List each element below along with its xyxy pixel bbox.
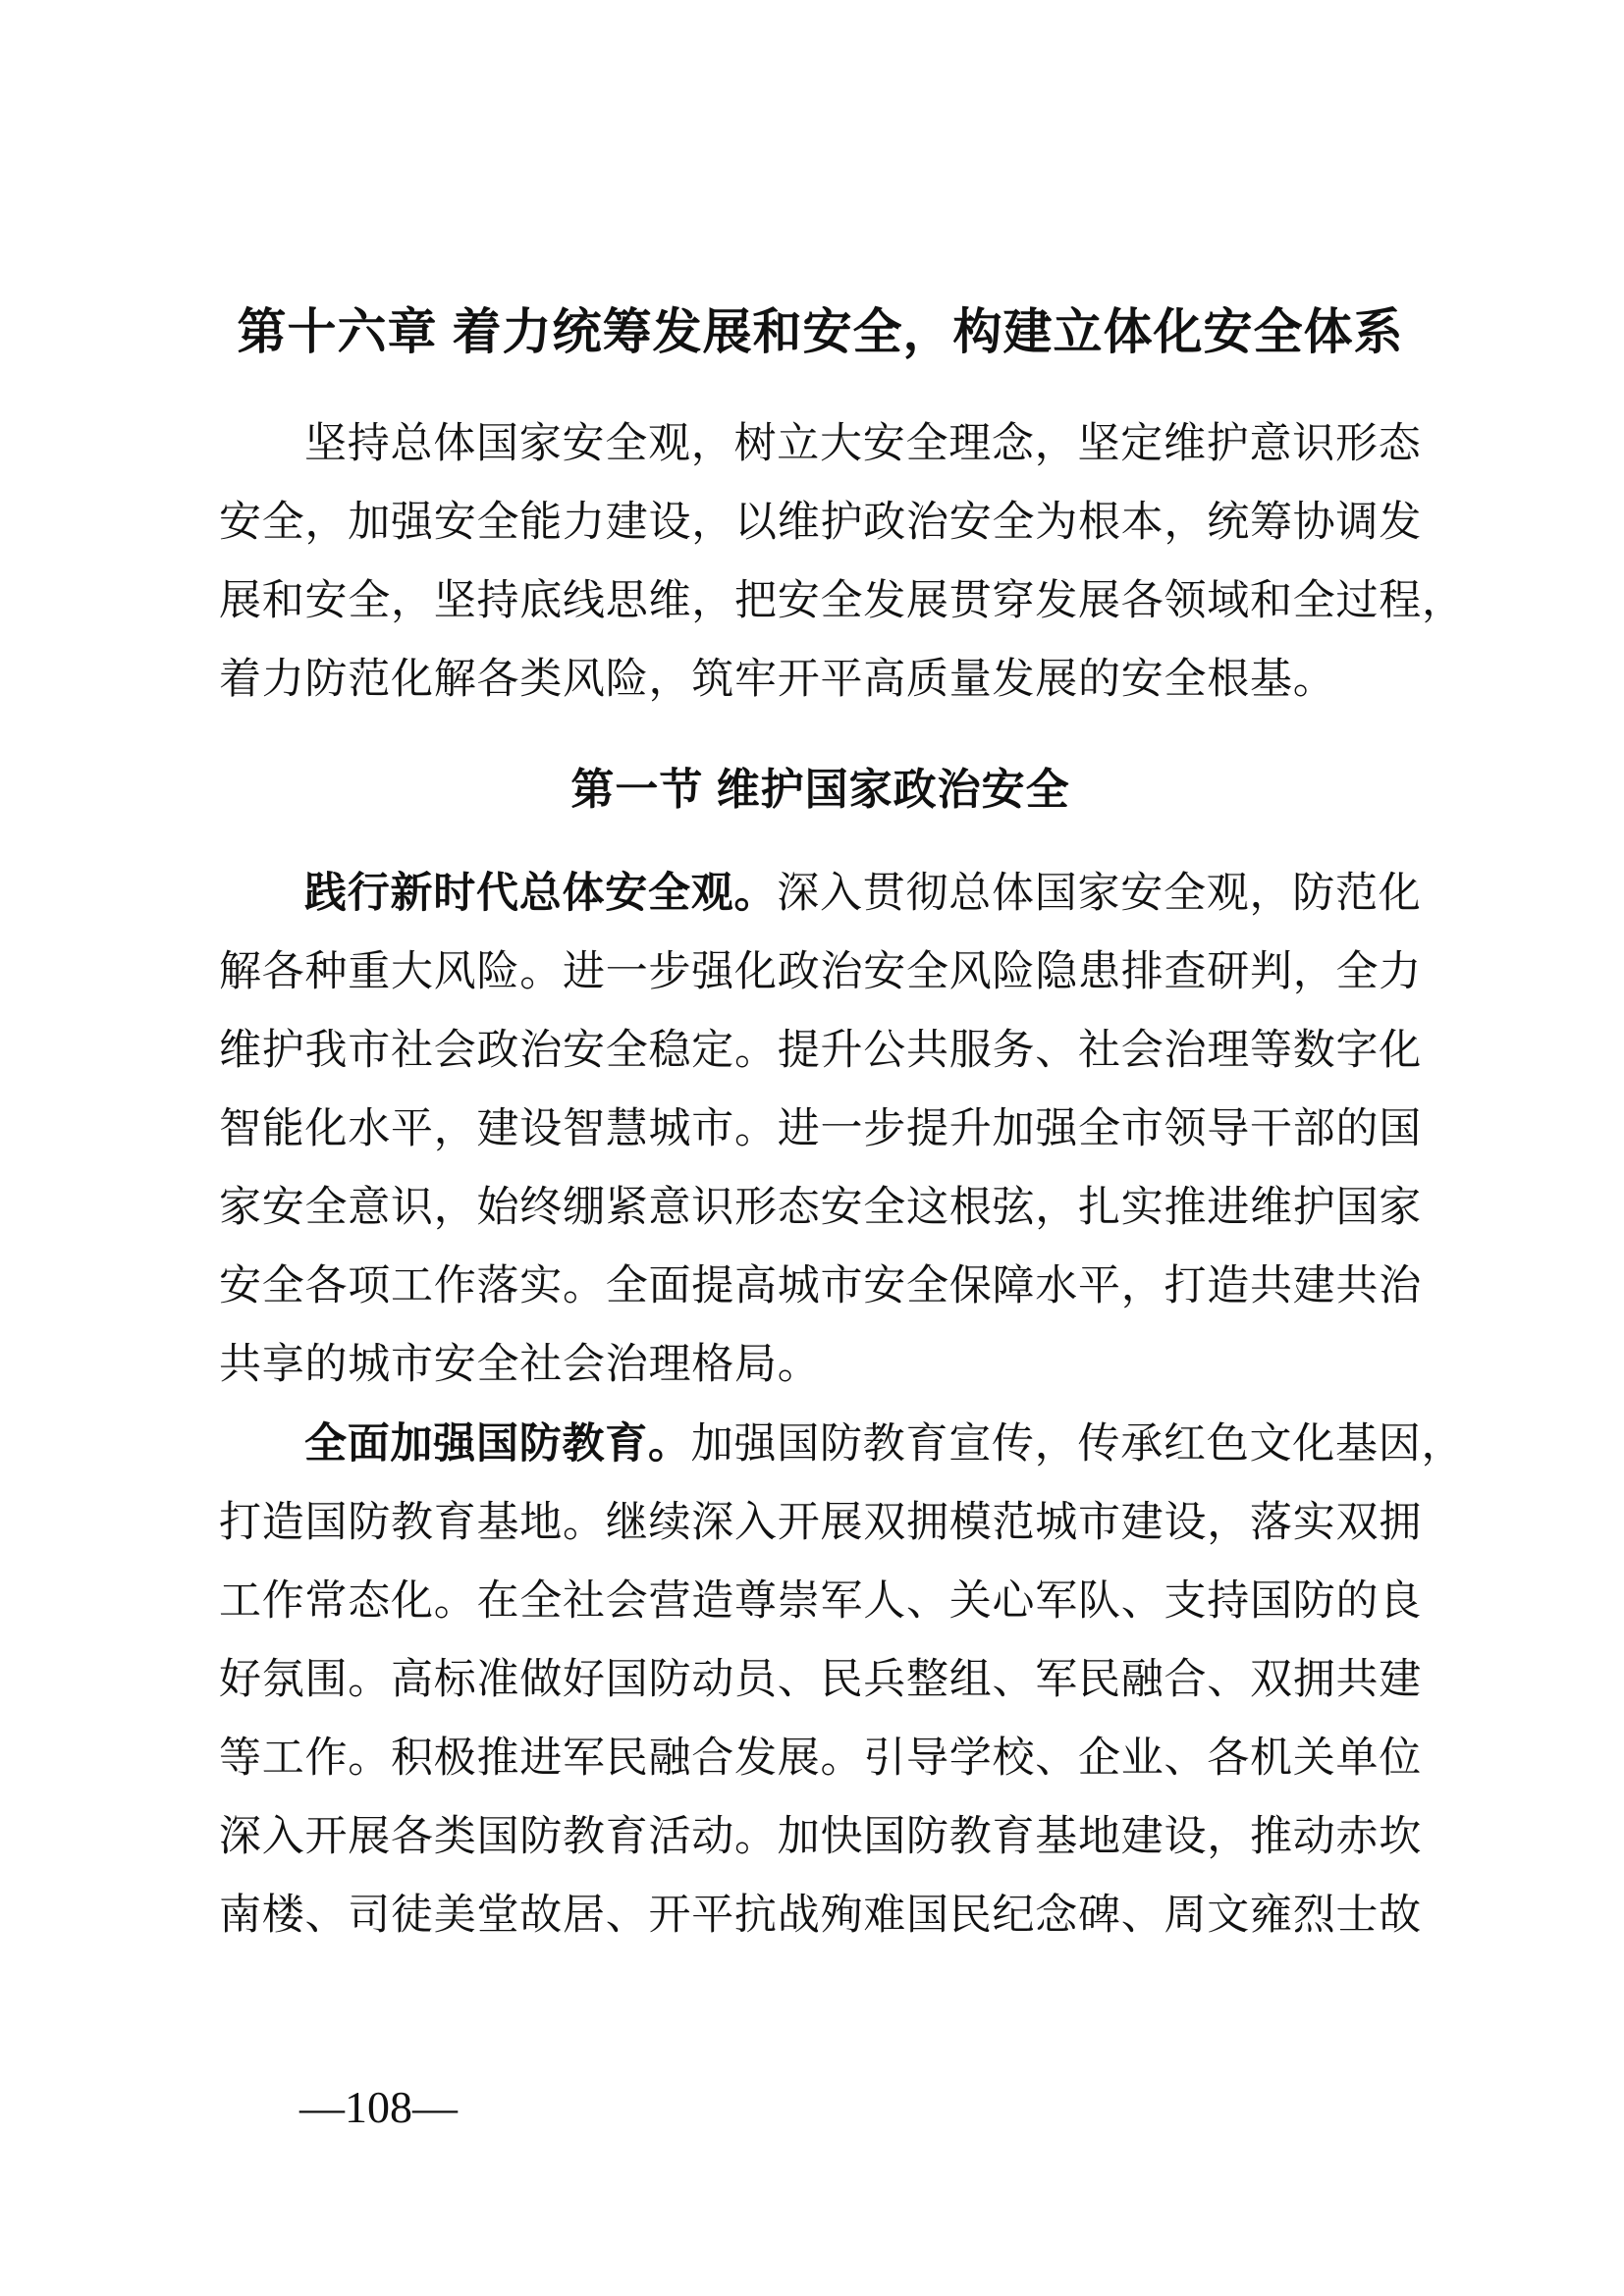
body-line: 好氛围。高标准做好国防动员、民兵整组、军民融合、双拥共建 <box>219 1657 1422 1703</box>
lead-in: 践行新时代总体安全观。 <box>304 870 778 917</box>
body-line: 智能化水平，建设智慧城市。进一步提升加强全市领导干部的国 <box>219 1106 1422 1152</box>
body-line-text: 加强国防教育宣传，传承红色文化基因， <box>690 1421 1465 1468</box>
body-line: 展和安全，坚持底线思维，把安全发展贯穿发展各领域和全过程， <box>219 578 1465 624</box>
body-line <box>219 854 1422 934</box>
body-line: 着力防范化解各类风险，筑牢开平高质量发展的安全根基。 <box>219 657 1336 703</box>
body-line: 深入开展各类国防教育活动。加快国防教育基地建设，推动赤坎 <box>219 1814 1422 1860</box>
body-line: 打造国防教育基地。继续深入开展双拥模范城市建设，落实双拥 <box>219 1500 1422 1546</box>
page-content <box>219 0 1465 1955</box>
body-line: 共享的城市安全社会治理格局。 <box>219 1342 821 1388</box>
body-line: 维护我市社会政治安全稳定。提升公共服务、社会治理等数字化 <box>219 1028 1422 1074</box>
paragraph-political-security <box>219 854 1422 1405</box>
paragraph-overview <box>219 405 1465 720</box>
body-line: 工作常态化。在全社会营造尊崇军人、关心军队、支持国防的良 <box>219 1578 1422 1625</box>
body-line: 家安全意识，始终绷紧意识形态安全这根弦，扎实推进维护国家 <box>219 1185 1422 1231</box>
lead-in: 全面加强国防教育。 <box>304 1420 691 1468</box>
body-line: 等工作。积极推进军民融合发展。引导学校、企业、各机关单位 <box>219 1735 1422 1782</box>
body-line <box>219 1405 1465 1484</box>
page-number: —108— <box>299 2082 458 2132</box>
body-line: 解各种重大风险。进一步强化政治安全风险隐患排查研判，全力 <box>219 949 1422 995</box>
body-line-text: 深入贯彻总体国家安全观，防范化 <box>777 871 1422 917</box>
paragraph-national-defense-education <box>219 1405 1465 1955</box>
body-line: 南楼、司徒美堂故居、开平抗战殉难国民纪念碑、周文雍烈士故 <box>219 1893 1422 1939</box>
section-heading: 第一节 维护国家政治安全 <box>570 766 1070 814</box>
body-line: 安全，加强安全能力建设，以维护政治安全为根本，统筹协调发 <box>219 500 1422 546</box>
body-line: 安全各项工作落实。全面提高城市安全保障水平，打造共建共治 <box>219 1263 1422 1309</box>
body-line: 坚持总体国家安全观，树立大安全理念，坚定维护意识形态 <box>304 421 1422 467</box>
chapter-title: 第十六章 着力统筹发展和安全，构建立体化安全体系 <box>237 304 1404 359</box>
